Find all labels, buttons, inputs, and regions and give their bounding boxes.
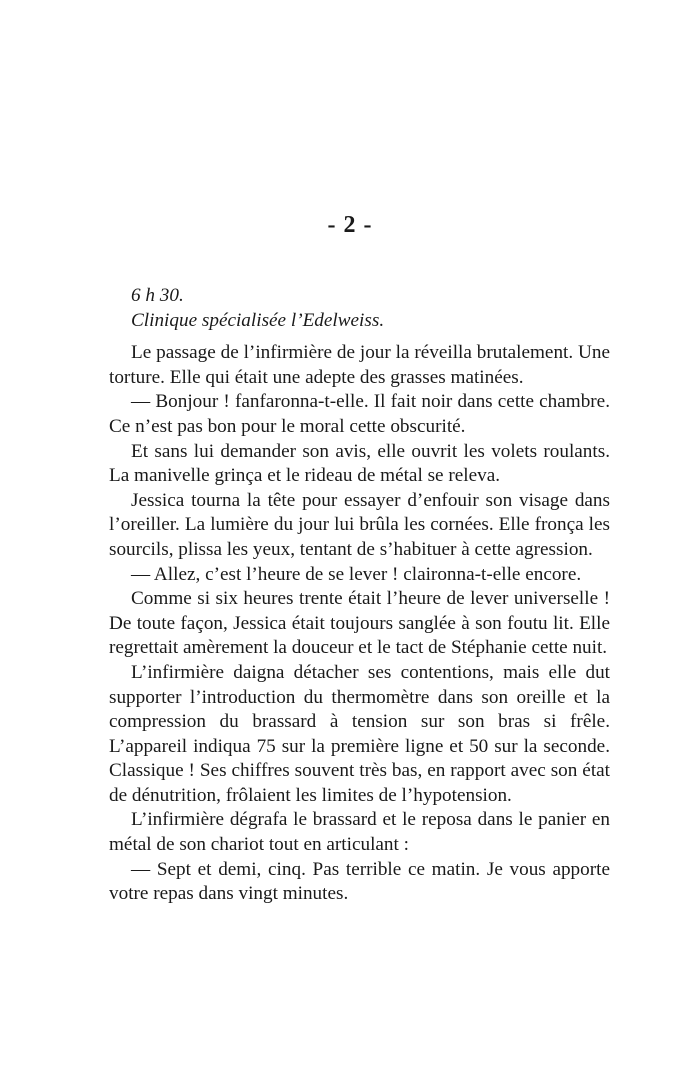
paragraph: — Bonjour ! fanfaronna-t-elle. Il fait noir dans cette chambre. Ce n’est pas bon pour le moral cette obscurité. [109, 391, 610, 437]
paragraph: Jessica tourna la tête pour essayer d’enfouir son visage dans l’oreiller. La lumière du jour lui brûla les cornées. Elle fronça les sourcils, plissa les yeux, tentant de s’habituer à cette agression. [109, 489, 610, 560]
chapter-text [109, 284, 610, 907]
paragraph: — Sept et demi, cinq. Pas terrible ce matin. Je vous apporte votre repas dans vingt minutes. [109, 858, 610, 905]
paragraph: — Allez, c’est l’heure de se lever ! claironna-t-elle encore. [131, 563, 582, 585]
scene-time: 6 h 30. [131, 285, 184, 306]
paragraph: L’infirmière daigna détacher ses contentions, mais elle dut supporter l’introduction du thermomètre dans son oreille et la compression du brassard à tension sur son bras si frêle. L’appareil indiqua 75 sur la première ligne et 50 sur la seconde. Classique ! Ses chiffres souvent très bas, en rapport avec son état de dénutrition, frôlaient les limites de l’hypotension. [109, 661, 610, 806]
paragraph: Comme si six heures trente était l’heure de lever universelle ! De toute façon, Jessica était toujours sanglée à son foutu lit. Elle regrettait amèrement la douceur et le tact de Stéphanie cette nuit. [109, 588, 610, 659]
chapter-number: - 2 - [327, 212, 373, 238]
scene-place: Clinique spécialisée l’Edelweiss. [131, 309, 385, 331]
paragraph: L’infirmière dégrafa le brassard et le reposa dans le panier en métal de son chariot tout en articulant : [109, 809, 610, 856]
heading-spacer [109, 333, 610, 341]
paragraph: Et sans lui demander son avis, elle ouvrit les volets roulants. La manivelle grinça et le rideau de métal se releva. [109, 440, 610, 487]
paragraph: Le passage de l’infirmière de jour la réveilla brutalement. Une torture. Elle qui était une adepte des grasses matinées. [109, 342, 610, 388]
